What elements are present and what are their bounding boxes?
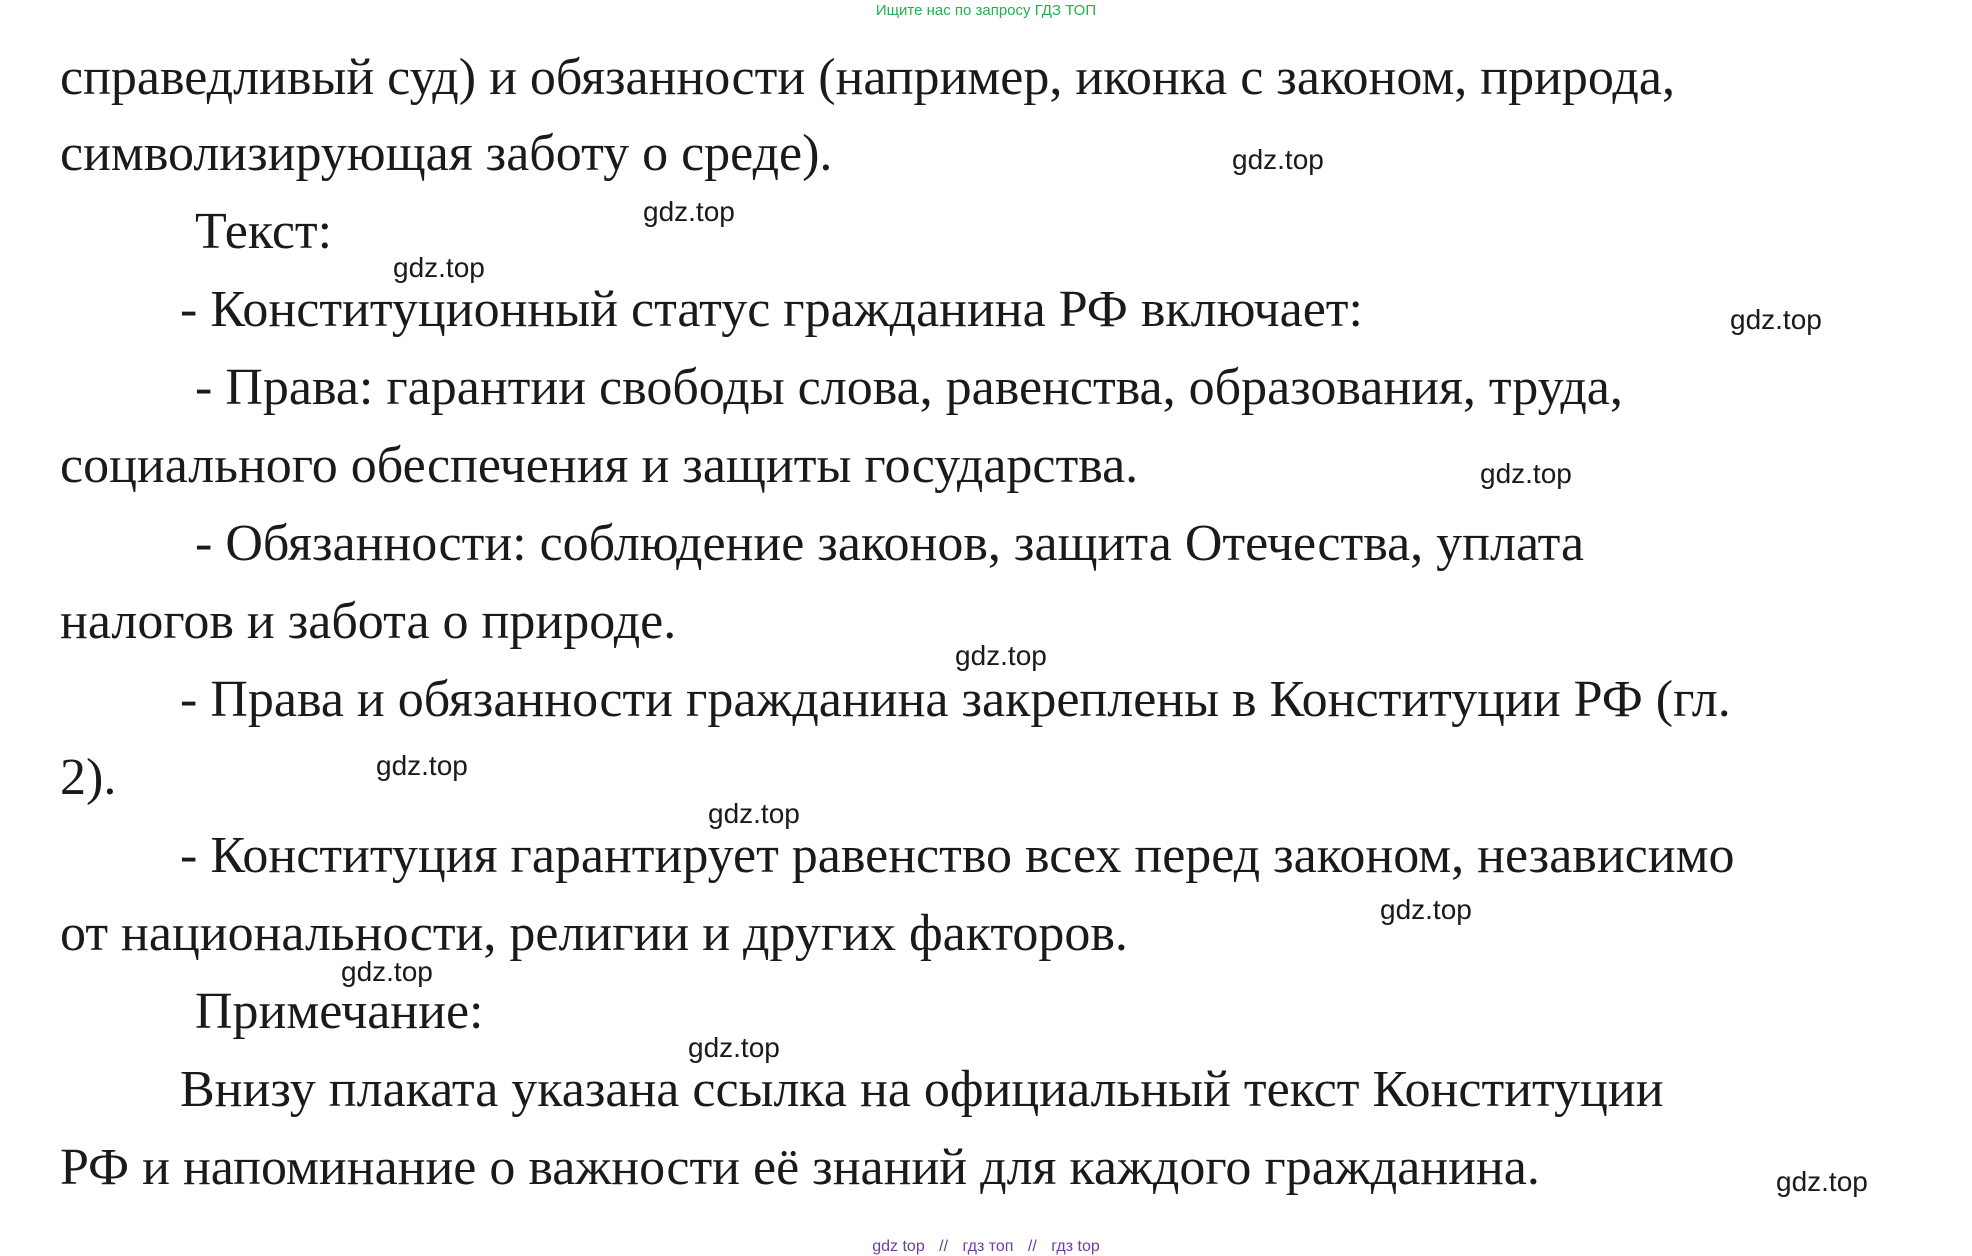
watermark: gdz.top bbox=[688, 1032, 780, 1063]
watermark: gdz.top bbox=[1776, 1166, 1868, 1197]
watermark: gdz.top bbox=[708, 798, 800, 829]
watermark: gdz.top bbox=[643, 196, 735, 227]
footer bbox=[0, 1238, 1972, 1256]
footer-separator: // bbox=[1027, 1238, 1037, 1255]
text-line: - Права и обязанности гражданина закреплены в Конституции РФ (гл. bbox=[180, 671, 1731, 728]
text-line: РФ и напоминание о важности её знаний для каждого гражданина. bbox=[60, 1139, 1540, 1196]
watermark: gdz.top bbox=[376, 750, 468, 781]
text-line: Внизу плаката указана ссылка на официальный текст Конституции bbox=[180, 1061, 1664, 1118]
footer-separator: // bbox=[939, 1238, 949, 1255]
text-line: от национальности, религии и других факторов. bbox=[60, 905, 1128, 962]
top-banner: Ищите нас по запросу ГДЗ ТОП bbox=[875, 2, 1097, 19]
watermark: gdz.top bbox=[1730, 304, 1822, 335]
text-line: 2). bbox=[60, 749, 117, 806]
text-line: - Конституция гарантирует равенство всех перед законом, независимо bbox=[180, 827, 1735, 884]
text-line: - Конституционный статус гражданина РФ включает: bbox=[180, 281, 1363, 338]
text-line: справедливый суд) и обязанности (например, иконка с законом, природа, bbox=[60, 49, 1675, 106]
footer-link[interactable]: гдз top bbox=[1051, 1238, 1100, 1255]
footer-link[interactable]: gdz top bbox=[872, 1238, 925, 1255]
watermark: gdz.top bbox=[955, 640, 1047, 671]
watermark: gdz.top bbox=[393, 252, 485, 283]
watermark: gdz.top bbox=[1232, 144, 1324, 175]
text-line: социального обеспечения и защиты государства. bbox=[60, 437, 1139, 494]
footer-link[interactable]: гдз топ bbox=[962, 1238, 1014, 1255]
text-line: - Обязанности: соблюдение законов, защита Отечества, уплата bbox=[195, 515, 1585, 572]
text-line: символизирующая заботу о среде). bbox=[60, 125, 833, 182]
section-heading-text: Текст: bbox=[195, 203, 333, 260]
text-line: налогов и забота о природе. bbox=[60, 593, 677, 650]
watermark: gdz.top bbox=[1480, 458, 1572, 489]
watermark: gdz.top bbox=[341, 956, 433, 987]
watermark: gdz.top bbox=[1380, 894, 1472, 925]
text-line: - Права: гарантии свободы слова, равенства, образования, труда, bbox=[195, 359, 1623, 416]
section-heading-note: Примечание: bbox=[195, 983, 484, 1040]
